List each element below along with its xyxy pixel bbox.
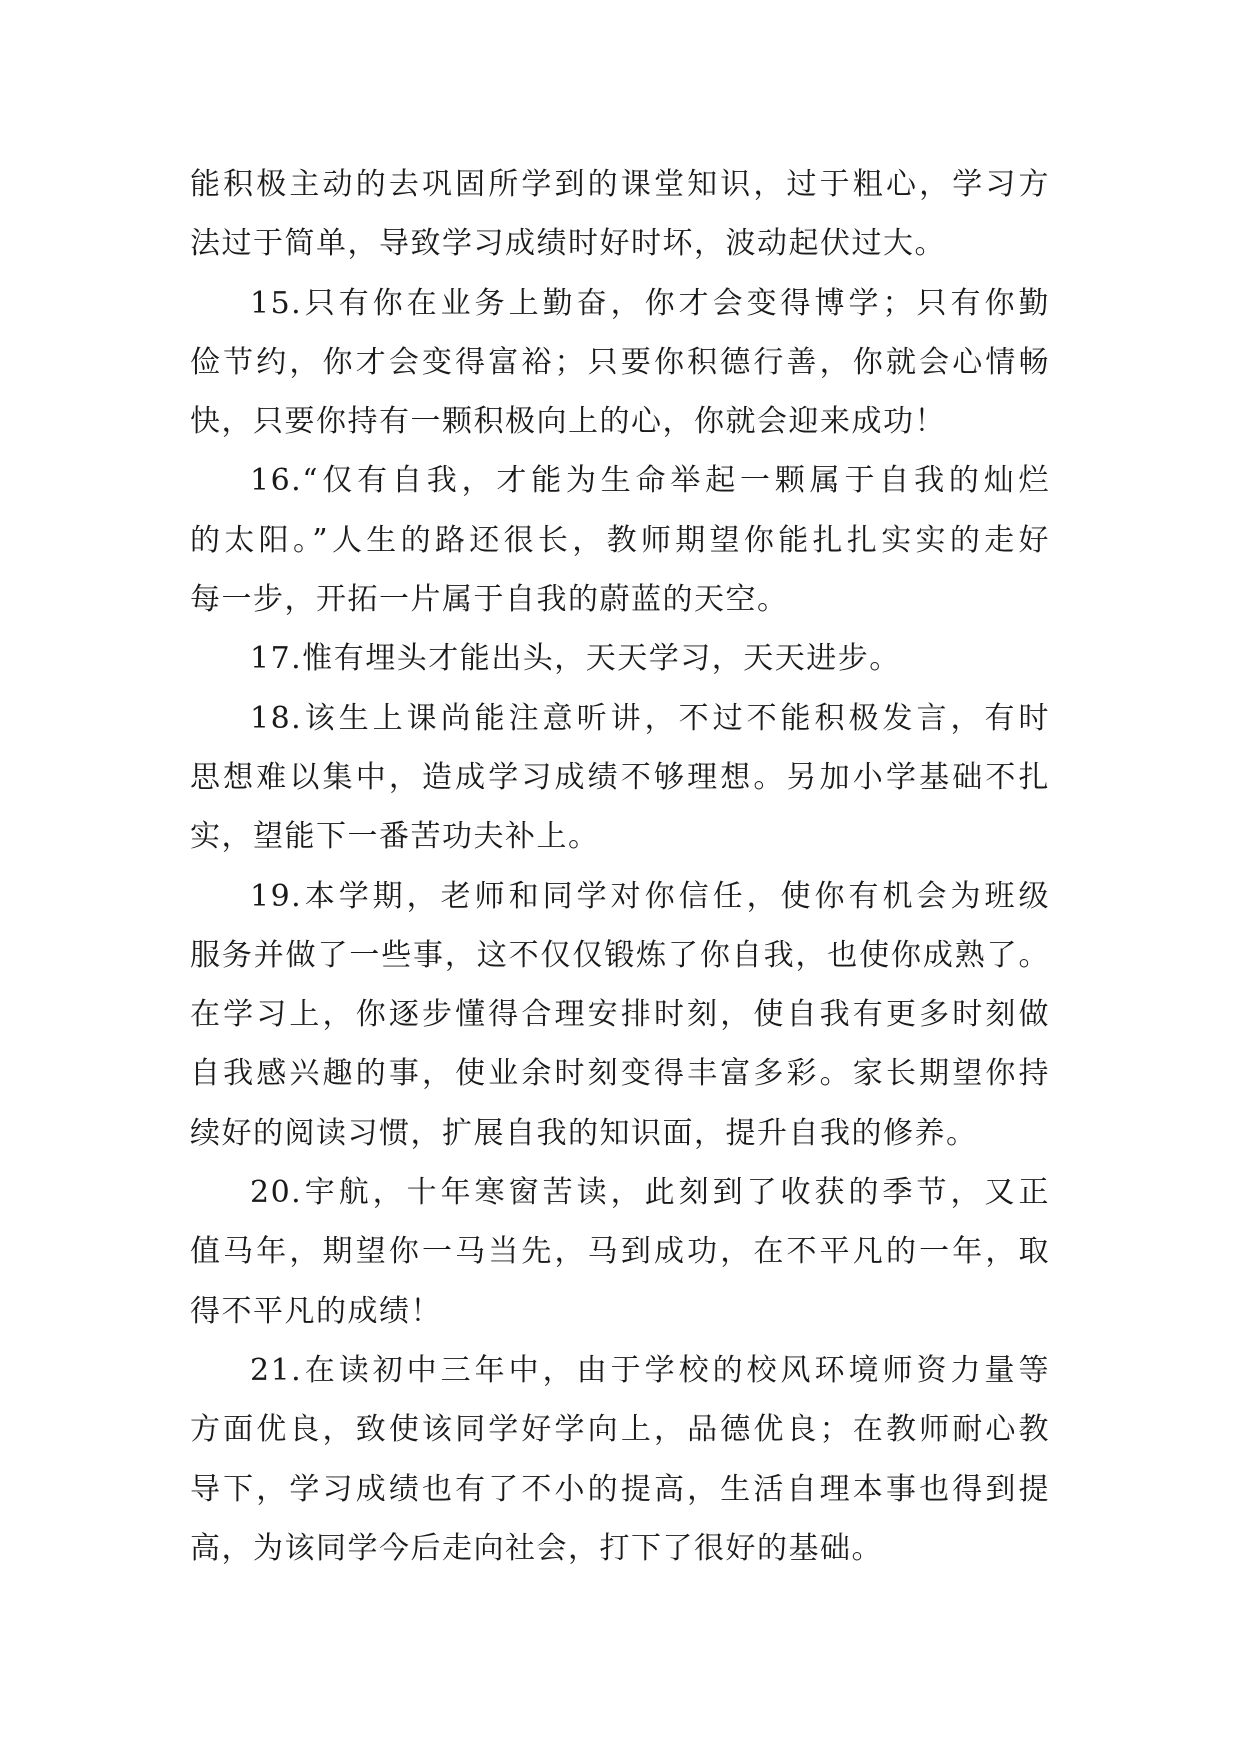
text-line: 导下，学习成绩也有了不小的提高，生活自理本事也得到提 — [190, 1471, 1050, 1507]
text-line: 能积极主动的去巩固所学到的课堂知识，过于粗心，学习方 — [190, 167, 1050, 202]
text-line: 15.只有你在业务上勤奋，你才会变得博学；只有你勤 — [250, 285, 1050, 321]
text-line: 的太阳。”人生的路还很长，教师期望你能扎扎实实的走好 — [190, 522, 1050, 558]
text-line: 17.惟有埋头才能出头，天天学习，天天进步。 — [250, 641, 901, 677]
text-line: 服务并做了一些事，这不仅仅锻炼了你自我，也使你成熟了。 — [190, 937, 1050, 973]
text-line: 快，只要你持有一颗积极向上的心，你就会迎来成功！ — [190, 404, 946, 440]
text-line: 实，望能下一番苦功夫补上。 — [190, 819, 600, 855]
text-line: 每一步，开拓一片属于自我的蔚蓝的天空。 — [190, 582, 789, 618]
text-line: 得不平凡的成绩！ — [190, 1293, 442, 1329]
text-line: 21.在读初中三年中，由于学校的校风环境师资力量等 — [250, 1352, 1050, 1388]
text-line: 18.该生上课尚能注意听讲，不过不能积极发言，有时 — [250, 700, 1050, 736]
text-line: 19.本学期，老师和同学对你信任，使你有机会为班级 — [250, 878, 1050, 914]
text-line: 高，为该同学今后走向社会，打下了很好的基础。 — [190, 1530, 883, 1566]
text-line: 自我感兴趣的事，使业余时刻变得丰富多彩。家长期望你持 — [190, 1056, 1050, 1092]
text-line: 法过于简单，导致学习成绩时好时坏，波动起伏过大。 — [190, 226, 946, 262]
text-line: 俭节约，你才会变得富裕；只要你积德行善，你就会心情畅 — [190, 344, 1050, 380]
document-body — [190, 155, 1050, 1578]
text-line: 值马年，期望你一马当先，马到成功，在不平凡的一年，取 — [190, 1234, 1050, 1270]
text-line: 续好的阅读习惯，扩展自我的知识面，提升自我的修养。 — [190, 1115, 978, 1151]
text-line: 思想难以集中，造成学习成绩不够理想。另加小学基础不扎 — [190, 759, 1050, 795]
text-line: 20.宇航，十年寒窗苦读，此刻到了收获的季节，又正 — [250, 1175, 1050, 1211]
text-line: 方面优良，致使该同学好学向上，品德优良；在教师耐心教 — [190, 1412, 1050, 1448]
text-line: 16.“仅有自我，才能为生命举起一颗属于自我的灿烂 — [250, 463, 1050, 499]
text-line: 在学习上，你逐步懂得合理安排时刻，使自我有更多时刻做 — [190, 997, 1050, 1033]
